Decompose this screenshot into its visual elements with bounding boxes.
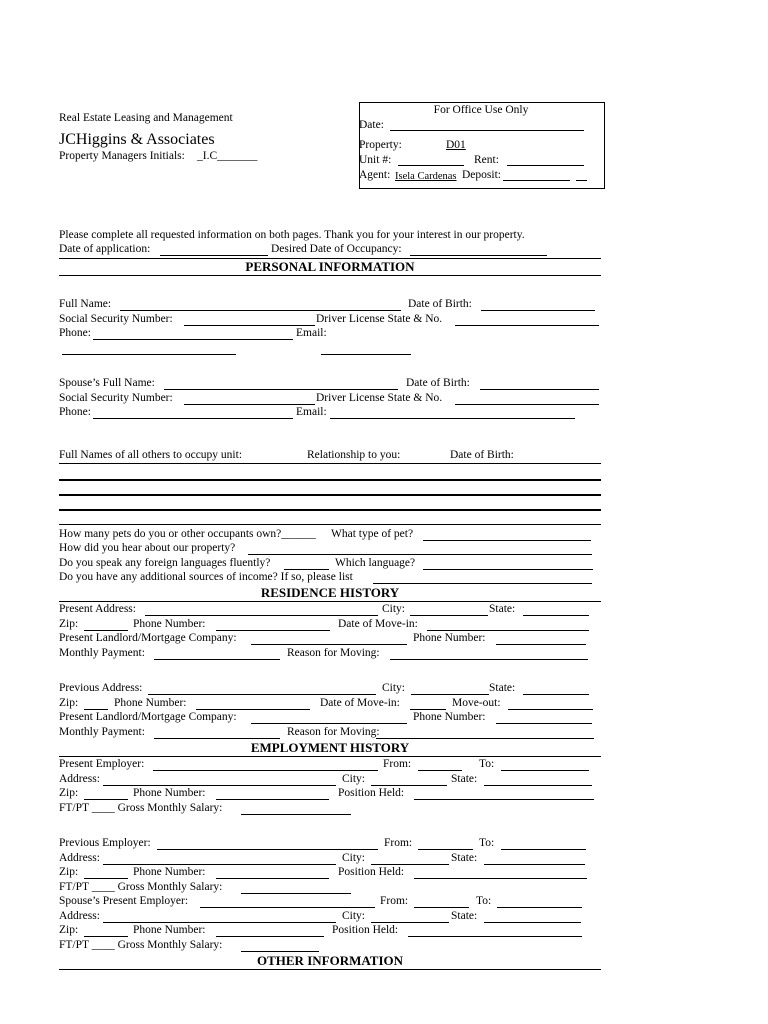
previous-reason-field[interactable] bbox=[376, 738, 594, 739]
residence-history-heading: RESIDENCE HISTORY bbox=[260, 585, 400, 600]
present-state-field[interactable] bbox=[523, 615, 589, 616]
intro-text: Please complete all requested information on both pages. Thank you for your interest in our property. bbox=[59, 229, 525, 241]
initials-value[interactable]: _I.C_______ bbox=[197, 150, 258, 162]
office-agent-label: Agent: bbox=[359, 169, 391, 181]
previous-employer-field[interactable] bbox=[157, 849, 378, 850]
spouse-name-label: Spouse’s Full Name: bbox=[59, 377, 155, 389]
present-emp-phone-label: Phone Number: bbox=[133, 787, 206, 799]
present-landlord-field[interactable] bbox=[251, 644, 407, 645]
occupants-names-label: Full Names of all others to occupy unit: bbox=[59, 449, 243, 461]
present-landlord-label: Present Landlord/Mortgage Company: bbox=[59, 632, 237, 644]
office-deposit-extra-field[interactable] bbox=[576, 180, 587, 181]
previous-employer-label: Previous Employer: bbox=[59, 837, 151, 849]
occupant-line-2[interactable] bbox=[59, 479, 601, 481]
previous-city-label: City: bbox=[382, 682, 406, 694]
occupant-line-1[interactable] bbox=[59, 463, 601, 464]
occupancy-date-field[interactable] bbox=[410, 255, 547, 256]
previous-emp-city-label: City: bbox=[342, 852, 366, 864]
present-position-field[interactable] bbox=[414, 799, 594, 800]
spouse-employer-field[interactable] bbox=[200, 907, 375, 908]
spouse-dob-label: Date of Birth: bbox=[406, 377, 470, 389]
email-label: Email: bbox=[296, 327, 327, 339]
previous-landlord-field[interactable] bbox=[251, 723, 407, 724]
previous-emp-city-field[interactable] bbox=[371, 864, 449, 865]
spouse-ftpt-label: FT/PT ____ Gross Monthly Salary: bbox=[59, 939, 223, 951]
present-state-label: State: bbox=[489, 603, 516, 615]
office-property-label: Property: bbox=[359, 139, 402, 151]
previous-emp-state-field[interactable] bbox=[484, 864, 585, 865]
spouse-position-field[interactable] bbox=[408, 936, 582, 937]
previous-phone-field[interactable] bbox=[196, 709, 310, 710]
spouse-email-field[interactable] bbox=[330, 418, 575, 419]
pet-type-label: What type of pet? bbox=[331, 528, 414, 540]
spouse-salary-field[interactable] bbox=[241, 951, 319, 952]
previous-city-field[interactable] bbox=[411, 694, 489, 695]
spouse-emp-phone-field[interactable] bbox=[216, 936, 324, 937]
previous-state-label: State: bbox=[489, 682, 516, 694]
spouse-to-label: To: bbox=[476, 895, 492, 907]
spouse-from-label: From: bbox=[380, 895, 409, 907]
previous-landlord-phone-label: Phone Number: bbox=[413, 711, 486, 723]
spouse-emp-zip-field[interactable] bbox=[84, 936, 128, 937]
office-date-field[interactable] bbox=[390, 130, 584, 131]
previous-emp-address-field[interactable] bbox=[103, 864, 336, 865]
spouse-emp-zip-label: Zip: bbox=[59, 924, 79, 936]
languages-question: Do you speak any foreign languages fluently? bbox=[59, 557, 271, 569]
company-subtitle: Real Estate Leasing and Management bbox=[59, 112, 233, 124]
previous-to-label: To: bbox=[479, 837, 495, 849]
occupancy-date-label: Desired Date of Occupancy: bbox=[271, 243, 402, 255]
present-city-field[interactable] bbox=[410, 615, 488, 616]
present-city-label: City: bbox=[382, 603, 406, 615]
company-name: JCHiggins & Associates bbox=[59, 131, 215, 148]
spouse-emp-address-label: Address: bbox=[59, 910, 100, 922]
phone-label: Phone: bbox=[59, 327, 91, 339]
dl-field[interactable] bbox=[455, 325, 599, 326]
office-rent-field[interactable] bbox=[507, 165, 584, 166]
previous-address-field[interactable] bbox=[148, 694, 376, 695]
present-employer-label: Present Employer: bbox=[59, 758, 145, 770]
present-address-field[interactable] bbox=[145, 615, 378, 616]
phone-field[interactable] bbox=[93, 339, 293, 340]
spouse-emp-address-field[interactable] bbox=[103, 922, 336, 923]
other-info-heading: OTHER INFORMATION bbox=[256, 953, 403, 968]
present-landlord-phone-label: Phone Number: bbox=[413, 632, 486, 644]
previous-state-field[interactable] bbox=[523, 694, 589, 695]
present-emp-city-field[interactable] bbox=[371, 785, 447, 786]
pets-question: How many pets do you or other occupants own?______ bbox=[59, 528, 316, 540]
office-use-title: For Office Use Only bbox=[433, 104, 529, 116]
spouse-name-field[interactable] bbox=[164, 389, 398, 390]
application-date-field[interactable] bbox=[160, 255, 268, 256]
hear-question: How did you hear about our property? bbox=[59, 542, 236, 554]
present-landlord-phone-field[interactable] bbox=[496, 644, 586, 645]
spouse-email-label: Email: bbox=[296, 406, 327, 418]
which-language-label: Which language? bbox=[335, 557, 416, 569]
spouse-emp-state-field[interactable] bbox=[484, 922, 581, 923]
occupant-line-5[interactable] bbox=[59, 524, 601, 525]
previous-landlord-label: Present Landlord/Mortgage Company: bbox=[59, 711, 237, 723]
present-emp-address-field[interactable] bbox=[103, 785, 336, 786]
previous-zip-field[interactable] bbox=[84, 709, 108, 710]
hear-field[interactable] bbox=[248, 554, 592, 555]
present-emp-phone-field[interactable] bbox=[216, 799, 329, 800]
present-move-in-field[interactable] bbox=[427, 630, 589, 631]
previous-position-label: Position Held: bbox=[338, 866, 405, 878]
occupant-line-4[interactable] bbox=[59, 509, 601, 511]
ssn-field[interactable] bbox=[184, 325, 315, 326]
dob-label: Date of Birth: bbox=[408, 298, 472, 310]
present-emp-address-label: Address: bbox=[59, 773, 100, 785]
initials-label: Property Managers Initials: bbox=[59, 150, 185, 162]
present-emp-zip-label: Zip: bbox=[59, 787, 79, 799]
occupants-relationship-label: Relationship to you: bbox=[307, 449, 401, 461]
present-phone-field[interactable] bbox=[216, 630, 330, 631]
spouse-from-field[interactable] bbox=[414, 907, 469, 908]
pet-type-field[interactable] bbox=[423, 540, 591, 541]
spouse-position-label: Position Held: bbox=[332, 924, 399, 936]
previous-landlord-phone-field[interactable] bbox=[496, 723, 592, 724]
previous-zip-label: Zip: bbox=[59, 697, 79, 709]
previous-payment-field[interactable] bbox=[154, 738, 280, 739]
income-question: Do you have any additional sources of income? If so, please list bbox=[59, 571, 353, 583]
office-deposit-label: Deposit: bbox=[462, 169, 501, 181]
spouse-phone-field[interactable] bbox=[93, 418, 293, 419]
languages-field[interactable] bbox=[284, 569, 329, 570]
previous-emp-state-label: State: bbox=[451, 852, 478, 864]
previous-emp-phone-field[interactable] bbox=[216, 878, 329, 879]
office-rent-label: Rent: bbox=[474, 154, 499, 166]
previous-emp-phone-label: Phone Number: bbox=[133, 866, 206, 878]
present-phone-label: Phone Number: bbox=[133, 618, 206, 630]
previous-payment-label: Monthly Payment: bbox=[59, 726, 145, 738]
previous-move-in-field[interactable] bbox=[410, 709, 446, 710]
phone-extra-field[interactable] bbox=[62, 354, 236, 355]
previous-emp-zip-label: Zip: bbox=[59, 866, 79, 878]
previous-move-in-label: Date of Move-in: bbox=[320, 697, 400, 709]
office-agent-value[interactable]: Isela Cardenas bbox=[395, 171, 457, 182]
occupant-line-3[interactable] bbox=[59, 494, 601, 496]
previous-emp-zip-field[interactable] bbox=[84, 878, 128, 879]
ssn-label: Social Security Number: bbox=[59, 313, 173, 325]
section-rule bbox=[59, 969, 601, 970]
office-deposit-field[interactable] bbox=[503, 180, 570, 181]
present-zip-field[interactable] bbox=[84, 630, 128, 631]
previous-from-label: From: bbox=[384, 837, 413, 849]
present-address-label: Present Address: bbox=[59, 603, 136, 615]
spouse-dl-label: Driver License State & No. bbox=[316, 392, 443, 404]
spouse-emp-phone-label: Phone Number: bbox=[133, 924, 206, 936]
present-to-field[interactable] bbox=[501, 770, 589, 771]
spouse-emp-city-label: City: bbox=[342, 910, 366, 922]
present-position-label: Position Held: bbox=[338, 787, 405, 799]
which-language-field[interactable] bbox=[423, 569, 593, 570]
spouse-emp-city-field[interactable] bbox=[371, 922, 449, 923]
personal-info-heading: PERSONAL INFORMATION bbox=[245, 259, 415, 274]
present-payment-field[interactable] bbox=[154, 659, 280, 660]
section-rule bbox=[59, 601, 601, 602]
spouse-phone-label: Phone: bbox=[59, 406, 91, 418]
present-emp-zip-field[interactable] bbox=[84, 799, 128, 800]
full-name-label: Full Name: bbox=[59, 298, 112, 310]
present-reason-label: Reason for Moving: bbox=[287, 647, 380, 659]
previous-reason-label: Reason for Moving: bbox=[287, 726, 380, 738]
previous-position-field[interactable] bbox=[414, 878, 587, 879]
present-emp-state-label: State: bbox=[451, 773, 478, 785]
present-from-field[interactable] bbox=[418, 770, 462, 771]
spouse-employer-label: Spouse’s Present Employer: bbox=[59, 895, 189, 907]
present-emp-state-field[interactable] bbox=[484, 785, 592, 786]
section-rule bbox=[59, 756, 601, 757]
present-reason-field[interactable] bbox=[390, 659, 588, 660]
office-unit-label: Unit #: bbox=[359, 154, 392, 166]
income-field[interactable] bbox=[373, 583, 592, 584]
application-date-label: Date of application: bbox=[59, 243, 151, 255]
spouse-emp-state-label: State: bbox=[451, 910, 478, 922]
previous-to-field[interactable] bbox=[501, 849, 586, 850]
section-rule bbox=[59, 275, 601, 276]
present-move-in-label: Date of Move-in: bbox=[338, 618, 418, 630]
dl-label: Driver License State & No. bbox=[316, 313, 443, 325]
office-property-value[interactable]: D01 bbox=[446, 139, 466, 151]
previous-phone-label: Phone Number: bbox=[114, 697, 187, 709]
occupants-dob-label: Date of Birth: bbox=[450, 449, 514, 461]
spouse-ssn-label: Social Security Number: bbox=[59, 392, 173, 404]
previous-ftpt-label: FT/PT ____ Gross Monthly Salary: bbox=[59, 881, 223, 893]
office-date-label: Date: bbox=[359, 119, 384, 131]
full-name-field[interactable] bbox=[120, 310, 401, 311]
present-salary-field[interactable] bbox=[241, 814, 351, 815]
present-payment-label: Monthly Payment: bbox=[59, 647, 145, 659]
present-ftpt-label: FT/PT ____ Gross Monthly Salary: bbox=[59, 802, 223, 814]
previous-emp-address-label: Address: bbox=[59, 852, 100, 864]
present-zip-label: Zip: bbox=[59, 618, 79, 630]
previous-salary-field[interactable] bbox=[241, 893, 351, 894]
spouse-ssn-field[interactable] bbox=[184, 404, 315, 405]
dob-field[interactable] bbox=[481, 310, 595, 311]
office-unit-field[interactable] bbox=[398, 165, 464, 166]
spouse-dl-field[interactable] bbox=[455, 404, 599, 405]
spouse-dob-field[interactable] bbox=[480, 389, 599, 390]
email-field[interactable] bbox=[321, 354, 411, 355]
present-employer-field[interactable] bbox=[153, 770, 378, 771]
employment-history-heading: EMPLOYMENT HISTORY bbox=[250, 740, 410, 755]
previous-move-out-field[interactable] bbox=[508, 709, 593, 710]
present-from-label: From: bbox=[383, 758, 412, 770]
previous-from-field[interactable] bbox=[418, 849, 473, 850]
spouse-to-field[interactable] bbox=[497, 907, 582, 908]
previous-address-label: Previous Address: bbox=[59, 682, 143, 694]
present-emp-city-label: City: bbox=[342, 773, 366, 785]
present-to-label: To: bbox=[479, 758, 495, 770]
previous-move-out-label: Move-out: bbox=[452, 697, 501, 709]
